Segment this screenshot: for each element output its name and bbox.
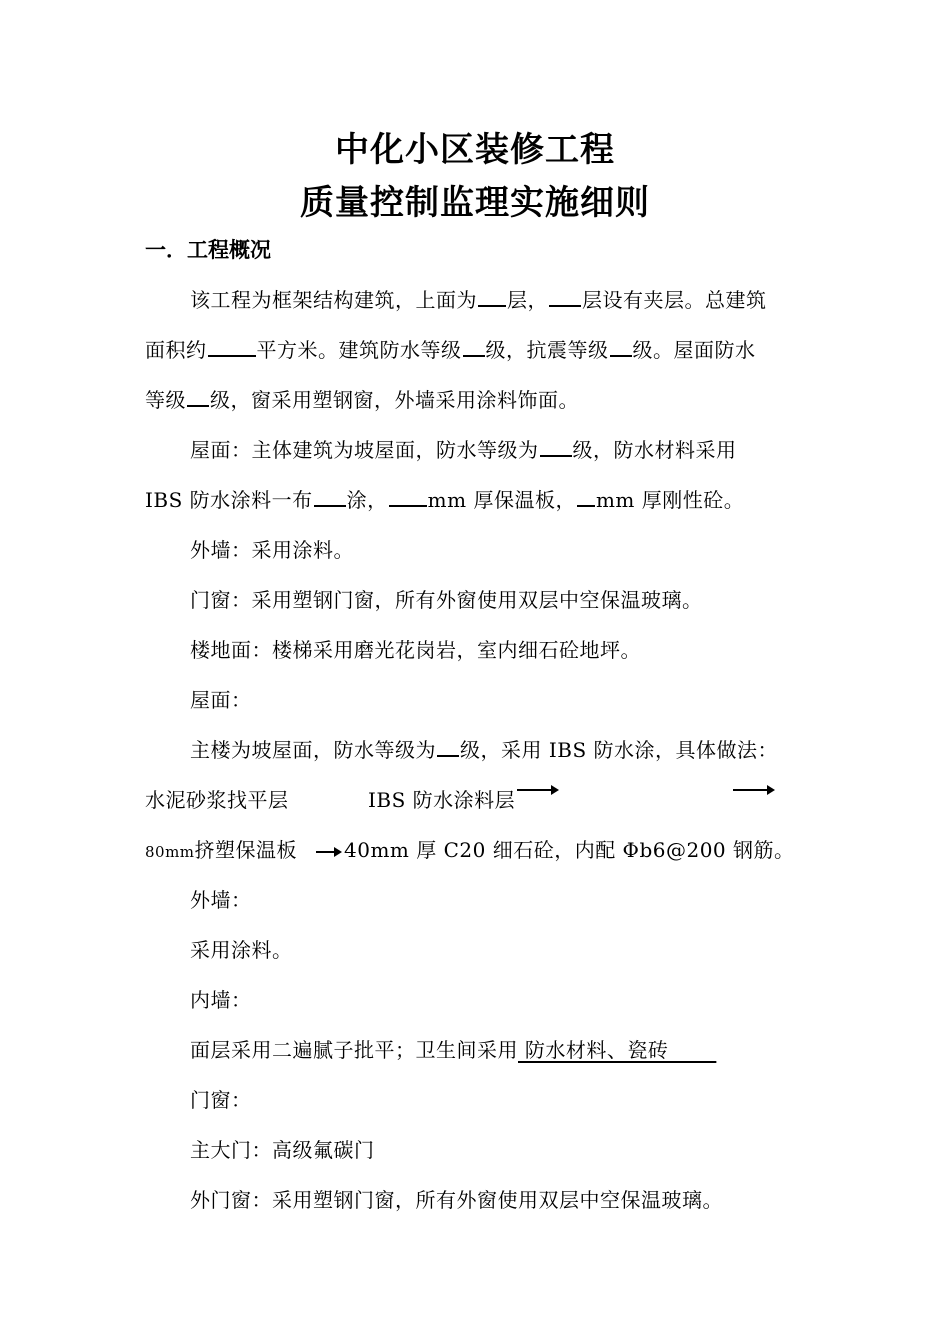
fill-in-blank xyxy=(540,437,572,457)
arrow-icon xyxy=(517,789,557,791)
text-segment: 主楼为坡屋面，防水等级为 xyxy=(190,738,436,762)
text-segment: 水泥砂浆找平层 xyxy=(145,788,289,812)
text-segment: mm 厚刚性砼。 xyxy=(595,488,745,512)
fill-in-blank xyxy=(610,337,632,357)
text-segment: 80mm xyxy=(145,843,195,861)
underlined-text: 防水材料、瓷砖 xyxy=(518,1038,717,1062)
text-segment: 屋面：主体建筑为坡屋面，防水等级为 xyxy=(190,438,539,462)
fill-in-blank xyxy=(577,487,595,507)
document-title-line-1: 中化小区装修工程 xyxy=(335,130,615,170)
paragraph-line xyxy=(145,336,756,364)
text-segment: 挤塑保温板 xyxy=(194,838,298,862)
text-segment: 级，抗震等级 xyxy=(485,338,609,362)
text-segment: IBS 防水涂料层 xyxy=(368,788,516,812)
fill-in-blank xyxy=(437,737,459,757)
paragraph-line: 外墙： xyxy=(190,888,252,912)
paragraph-line: 楼地面：楼梯采用磨光花岗岩，室内细石砼地坪。 xyxy=(190,638,641,662)
text-segment: IBS 防水涂料一布 xyxy=(145,488,313,512)
text-segment: 层设有夹层。总建筑 xyxy=(582,288,767,312)
text-segment: 级，防水材料采用 xyxy=(572,438,737,462)
paragraph-line: 外墙：采用涂料。 xyxy=(190,538,354,562)
text-segment: 涂， xyxy=(346,488,388,512)
text-segment: mm 厚保温板， xyxy=(427,488,576,512)
paragraph-line xyxy=(145,486,744,514)
text-segment: 级，采用 IBS 防水涂，具体做法： xyxy=(460,738,779,762)
fill-in-blank xyxy=(463,337,485,357)
text-segment: 该工程为框架结构建筑，上面为 xyxy=(190,288,477,312)
paragraph-line xyxy=(190,1036,716,1064)
paragraph-line: 门窗：采用塑钢门窗，所有外窗使用双层中空保温玻璃。 xyxy=(190,588,703,612)
fill-in-blank xyxy=(478,287,506,307)
text-segment: 级，窗采用塑钢窗，外墙采用涂料饰面。 xyxy=(210,388,579,412)
fill-in-blank xyxy=(208,337,256,357)
paragraph-line xyxy=(190,436,737,464)
paragraph-line xyxy=(190,286,767,314)
paragraph-line: 采用涂料。 xyxy=(190,938,293,962)
paragraph-line xyxy=(145,786,289,814)
text-segment: 等级 xyxy=(145,388,186,412)
text-segment: 层， xyxy=(507,288,548,312)
paragraph-line xyxy=(145,836,297,866)
arrow-icon xyxy=(316,851,340,853)
paragraph-line xyxy=(368,786,515,814)
paragraph-line xyxy=(344,836,795,864)
fill-in-blank xyxy=(549,287,581,307)
paragraph-line: 主大门：高级氟碳门 xyxy=(190,1138,375,1162)
text-segment: 40mm 厚 C20 细石砼，内配 Φb6@200 钢筋。 xyxy=(344,838,795,862)
document-title-line-2: 质量控制监理实施细则 xyxy=(300,183,650,223)
paragraph-line xyxy=(190,736,778,764)
text-segment: 面积约 xyxy=(145,338,207,362)
paragraph-line: 外门窗：采用塑钢门窗，所有外窗使用双层中空保温玻璃。 xyxy=(190,1188,723,1212)
arrow-icon xyxy=(733,789,773,791)
text-segment: 平方米。建筑防水等级 xyxy=(256,338,462,362)
text-segment: 面层采用二遍腻子批平；卫生间采用 xyxy=(190,1038,518,1062)
fill-in-blank xyxy=(314,487,346,507)
paragraph-line: 内墙： xyxy=(190,988,252,1012)
fill-in-blank xyxy=(389,487,427,507)
section-heading: 一．工程概况 xyxy=(145,238,271,262)
paragraph-line xyxy=(145,386,579,414)
paragraph-line: 屋面： xyxy=(190,688,252,712)
fill-in-blank xyxy=(187,387,209,407)
paragraph-line: 门窗： xyxy=(190,1088,252,1112)
text-segment: 级。屋面防水 xyxy=(632,338,756,362)
